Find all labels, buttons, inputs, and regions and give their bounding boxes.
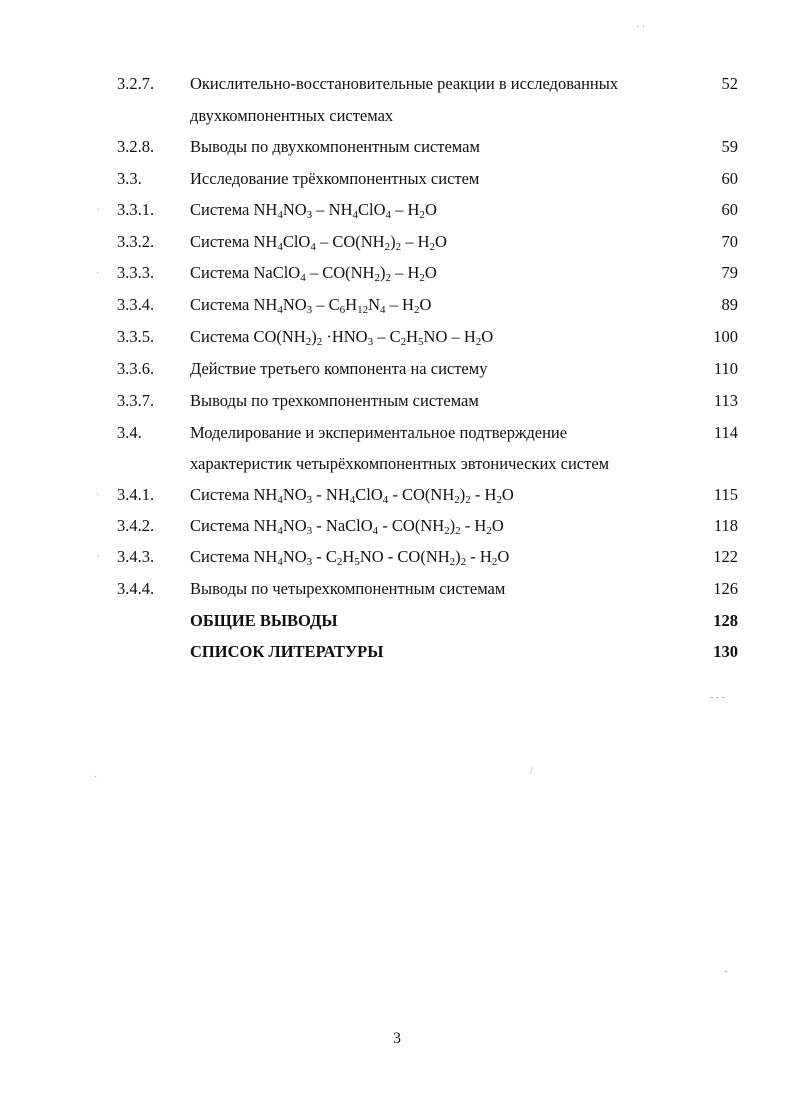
toc-entry-title: ОБЩИЕ ВЫВОДЫ (190, 611, 338, 630)
toc-entry-title: Выводы по трехкомпонентным системам (190, 391, 479, 410)
toc-entry-title: Система NaClO$_4$ – $CO(NH_2)_2 - H_2O$ (190, 263, 437, 284)
toc-entry-number: 3.3.4. (117, 295, 155, 314)
toc-entry-page: 113 (713, 391, 738, 410)
toc-entry-number: 3.4. (117, 423, 142, 442)
toc-entry-title: Система $CO(NH_2)_2 \cdot HNO_3 - C_2H_5NO - H_2O$ (190, 327, 494, 348)
toc-entry-page: 70 (721, 232, 738, 251)
toc-entry-number: 3.4.4. (117, 579, 155, 598)
toc-entry-title: СПИСОК ЛИТЕРАТУРЫ (190, 642, 384, 661)
scan-speck: · (96, 205, 100, 216)
toc-entry-title: Система $NH_4NO_3 - NH_4ClO_4 - H_2O$ (190, 200, 437, 221)
toc-entry-number: 3.3.3. (117, 263, 155, 282)
toc-entry-page: 52 (721, 74, 738, 93)
toc-entry-number: 3.4.3. (117, 547, 155, 566)
scan-speck: · (96, 552, 100, 563)
toc-entry-page: 79 (721, 263, 738, 282)
toc-entry-number: 3.2.8. (117, 137, 155, 156)
toc-entry-page: 126 (713, 579, 738, 598)
toc-entry-title: Исследование трёхкомпонентных систем (190, 169, 480, 188)
toc-entry-title: Окислительно-восстановительные реакции в исследованных (190, 74, 619, 93)
toc-entry-title: Моделирование и экспериментальное подтверждение (190, 423, 568, 442)
toc-entry-title: Система $NH_4ClO_4 - CO(NH_2)_2 - H_2O$ (190, 232, 447, 253)
toc-entry-page: 122 (713, 547, 738, 566)
toc-entry-title-continuation: двухкомпонентных системах (190, 106, 394, 125)
toc-entry-title: Действие третьего компонента на систему (190, 359, 488, 378)
toc-entry-page: 114 (713, 423, 738, 442)
toc-entry-title-continuation: характеристик четырёхкомпонентных эвтонических систем (190, 454, 610, 473)
scan-speck: · (94, 772, 98, 783)
toc-entry-number: 3.3.1. (117, 200, 155, 219)
scan-speck: · (96, 490, 100, 501)
toc-entry-number: 3.3. (117, 169, 142, 188)
toc-entry-page: 100 (713, 327, 738, 346)
toc-entry-number: 3.3.5. (117, 327, 155, 346)
toc-entry-number: 3.2.7. (117, 74, 155, 93)
toc-entry-page: 128 (713, 611, 738, 630)
toc-entry-title: Выводы по четырехкомпонентным системам (190, 579, 506, 598)
scan-speck: / (530, 766, 533, 777)
toc-entry-number: 3.4.2. (117, 516, 155, 535)
toc-entry-page: 115 (713, 485, 738, 504)
toc-entry-title: Система $NH_4NO_3 - NH_4ClO_4 - CO(NH_2)_2 - H_2O$ (190, 485, 514, 506)
toc-entry-page: 89 (721, 295, 738, 314)
toc-entry-number: 3.4.1. (117, 485, 155, 504)
page-number: 3 (393, 1030, 401, 1047)
toc-entry-page: 118 (713, 516, 738, 535)
toc-entry-title: Система $NH_4NO_3 - C_2H_5NO - CO(NH_2)_2 - H_2O$ (190, 547, 510, 568)
scan-speck: - - - (710, 692, 725, 703)
scan-speck: · (96, 268, 100, 279)
scan-speck: · · (636, 22, 646, 33)
toc-entry-page: 60 (721, 200, 738, 219)
toc-entry-page: 59 (721, 137, 738, 156)
toc-entry-page: 110 (713, 359, 738, 378)
toc-entry-number: 3.3.6. (117, 359, 155, 378)
toc-entry-title: Система $NH_4NO_3 - C_6H_{12}N_4 - H_2O$ (190, 295, 432, 316)
scan-speck: - (724, 966, 728, 977)
toc-entry-page: 130 (713, 642, 738, 661)
toc-entry-title: Система $NH_4NO_3$ - NaClO$_4$ - $CO(NH_2)_2 - H_2O$ (190, 516, 504, 537)
toc-entry-page: 60 (721, 169, 738, 188)
toc-entry-title: Выводы по двухкомпонентным системам (190, 137, 480, 156)
toc-entry-number: 3.3.2. (117, 232, 155, 251)
toc-entry-number: 3.3.7. (117, 391, 155, 410)
